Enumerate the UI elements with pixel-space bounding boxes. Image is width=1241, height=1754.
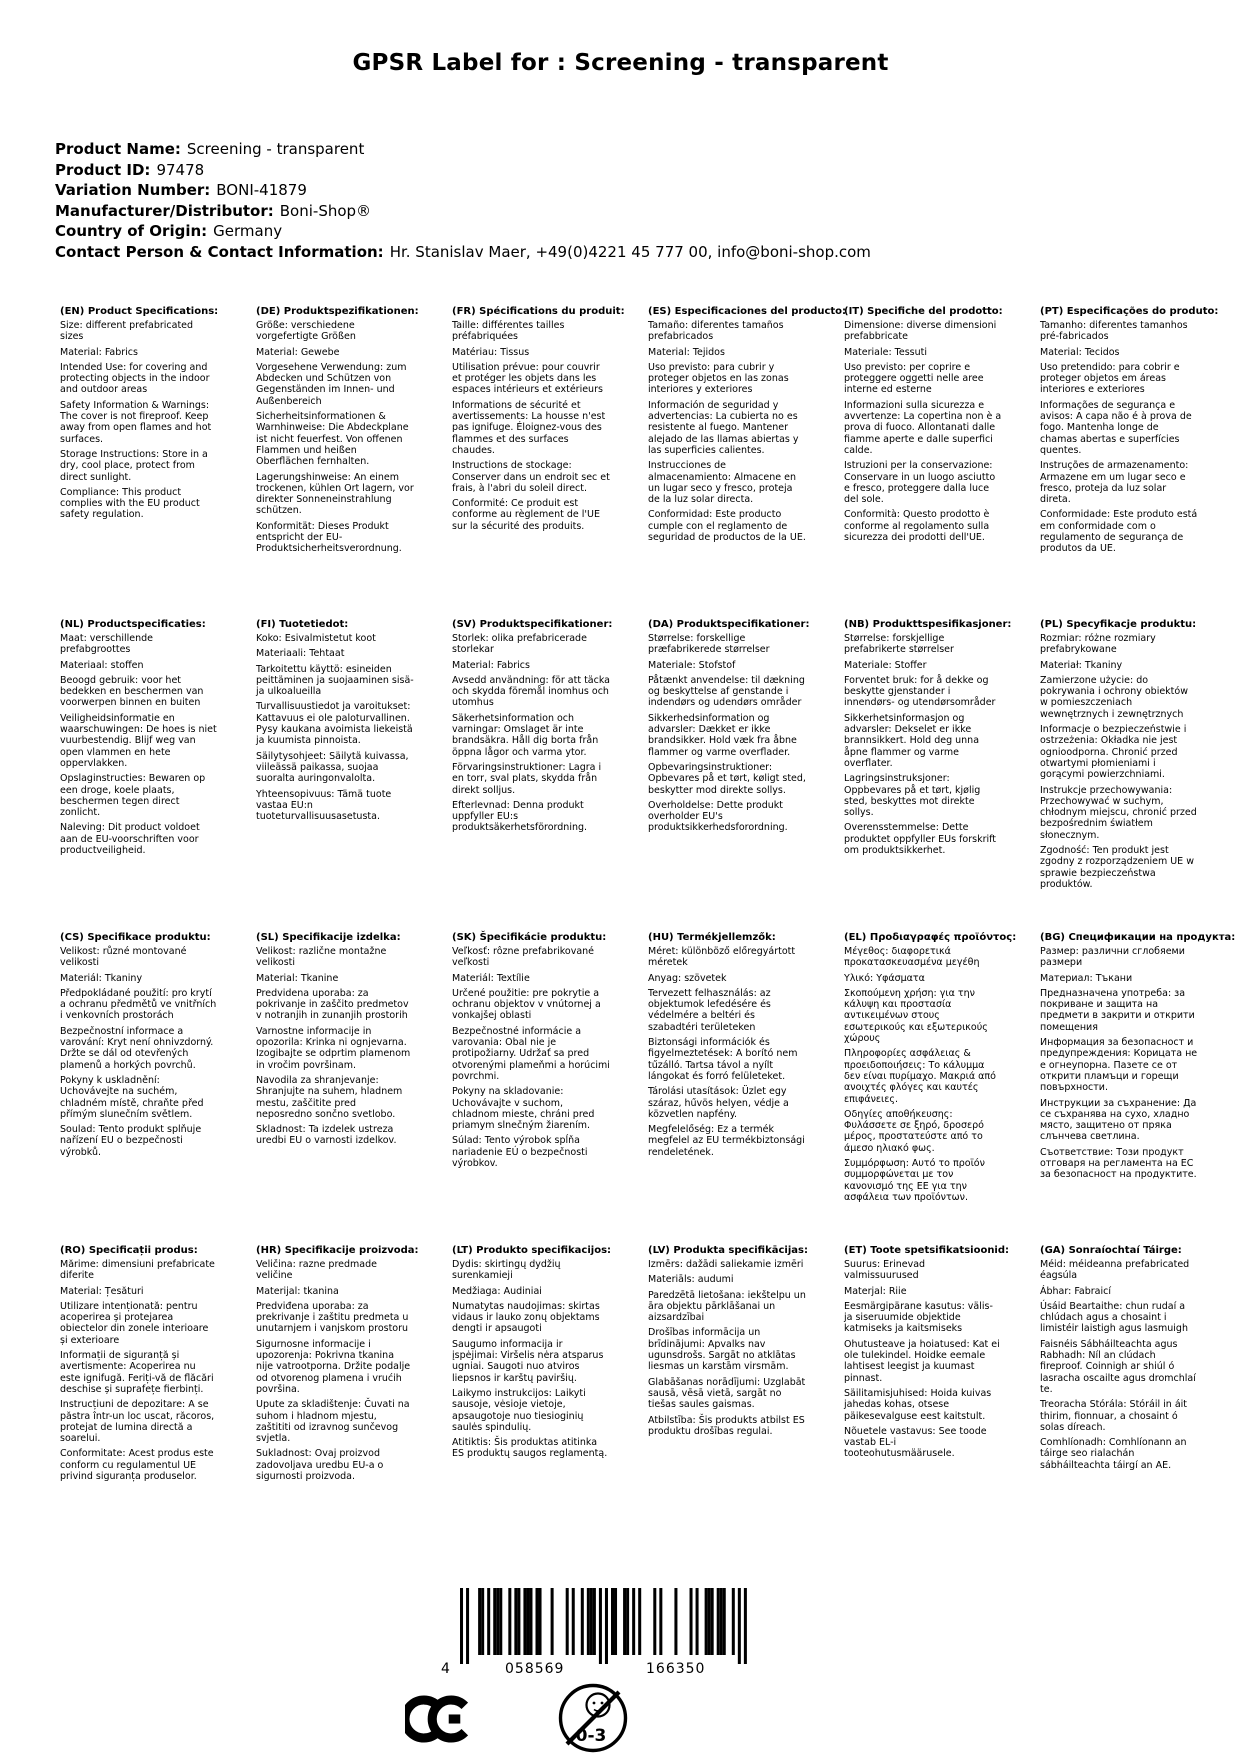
block-paragraph: Izmērs: dažādi saliekamie izmēri <box>648 1259 804 1270</box>
block-paragraph: Méret: különböző előregyártott méretek <box>648 946 796 969</box>
block-paragraph: Materiāls: audumi <box>648 1274 734 1286</box>
block-paragraph: Material: Tecidos <box>1040 346 1120 358</box>
lang-block <box>452 619 648 932</box>
block-paragraph: Paredzētā lietošana: iekštelpu un āra objektu pārklāšanai un aizsardzībai <box>648 1289 806 1324</box>
block-paragraph: Materiaali: Tehtaat <box>256 648 345 660</box>
ean13-barcode-icon <box>460 1588 748 1664</box>
block-paragraph: Maat: verschillende prefabgroottes <box>60 633 154 656</box>
lang-block <box>256 619 452 932</box>
block-paragraph: Tervezett felhasználás: az objektumok lefedésére és védelmére a beltéri és szabadtéri területeken <box>648 987 771 1033</box>
block-heading: (CS) Specifikace produktu: <box>60 932 211 943</box>
block-paragraph: Zamierzone użycie: do pokrywania i ochrony obiektów w pomieszczeniach wewnętrznych i zewnętrznych <box>1040 674 1188 720</box>
ce-mark-icon <box>405 1690 471 1752</box>
block-paragraph: Material: Fabrics <box>60 346 138 358</box>
block-paragraph: Material: Gewebe <box>256 346 340 358</box>
block-paragraph: Dimensione: diverse dimensioni prefabbricate <box>844 320 997 343</box>
product-info-value: BONI-41879 <box>216 181 307 199</box>
block-paragraph: Instruções de armazenamento: Armazene em um lugar seco e fresco, proteja da luz solar direta. <box>1040 460 1189 506</box>
block-paragraph: Informazioni sulla sicurezza e avvertenze: La copertina non è a prova di fuoco. Allontanati dalle fiamme aperte e dalle superfici calde. <box>844 399 1002 456</box>
block-paragraph: Sicherheitsinformationen & Warnhinweise: Die Abdeckplane ist nicht feuerfest. Von offenen Flammen und heißen Oberflächen fernhalten. <box>256 411 409 468</box>
block-heading: (PT) Especificações do produto: <box>1040 306 1219 317</box>
lang-block <box>60 306 256 619</box>
block-paragraph: Conformité: Ce produit est conforme au règlement de l'UE sur la sécurité des produits. <box>452 498 600 532</box>
language-blocks-grid <box>60 306 1236 1558</box>
block-paragraph: Pokyny na skladovanie: Uchovávajte v suchom, chladnom mieste, chráni pred priamym slnečným žiarením. <box>452 1086 595 1132</box>
block-heading: (FR) Spécifications du produit: <box>452 306 625 317</box>
block-paragraph: Compliance: This product complies with the EU product safety regulation. <box>60 486 200 521</box>
block-paragraph: Atitiktis: Šis produktas atitinka ES produktų saugos reglamentą. <box>452 1437 608 1460</box>
product-info-label: Product ID: <box>55 160 151 179</box>
lang-block <box>1040 1245 1236 1558</box>
block-heading: (SK) Špecifikácie produktu: <box>452 932 607 943</box>
lang-block <box>256 932 452 1245</box>
block-paragraph: Matériau: Tissus <box>452 346 530 358</box>
product-info-row <box>55 201 871 222</box>
block-paragraph: Materiale: Stofstof <box>648 659 736 671</box>
block-paragraph: Instructions de stockage: Conserver dans un endroit sec et frais, à l'abri du soleil direct. <box>452 460 610 494</box>
block-paragraph: Laikymo instrukcijos: Laikyti sausoje, vėsioje vietoje, apsaugotoje nuo tiesioginių saulės spindulių. <box>452 1387 586 1433</box>
block-paragraph: Forventet bruk: for å dekke og beskytte gjenstander i innendørs- og utendørsområder <box>844 674 996 709</box>
block-paragraph: Säilitamisjuhised: Hoida kuivas jahedas kohas, otsese päikesevalguse eest kaitstult. <box>844 1387 992 1422</box>
block-paragraph: Taille: différentes tailles préfabriquées <box>452 320 565 343</box>
block-paragraph: Sikkerhedsinformation og advarsler: Dækket er ikke brandsikker. Hold væk fra åbne flammer og varme overflader. <box>648 712 797 758</box>
block-heading: (BG) Спецификации на продукта: <box>1040 932 1236 943</box>
block-paragraph: Istruzioni per la conservazione: Conservare in un luogo asciutto e fresco, proteggere dalla luce del sole. <box>844 460 996 506</box>
block-heading: (GA) Sonraíochtaí Táirge: <box>1040 1245 1182 1256</box>
block-heading: (PL) Specyfikacje produktu: <box>1040 619 1197 630</box>
lang-block <box>648 306 847 619</box>
block-heading: (EN) Product Specifications: <box>60 306 219 317</box>
block-paragraph: Storage Instructions: Store in a dry, cool place, protect from direct sunlight. <box>60 448 208 483</box>
block-paragraph: Predviđena uporaba: za prekrivanje i zaštitu predmeta u unutarnjem i vanjskom prostoru <box>256 1300 409 1335</box>
block-heading: (ES) Especificaciones del producto: <box>648 306 847 317</box>
block-paragraph: Informations de sécurité et avertissements: La housse n'est pas ignifuge. Éloignez-vous des flammes et des surfaces chaudes. <box>452 399 606 456</box>
block-heading: (SV) Produktspecifikationer: <box>452 619 613 630</box>
block-paragraph: Uso previsto: para cubrir y proteger objetos en las zonas interiores y exteriores <box>648 361 789 396</box>
block-paragraph: Safety Information & Warnings: The cover is not fireproof. Keep away from open flames and hot surfaces. <box>60 399 212 445</box>
lang-block <box>60 619 256 932</box>
block-paragraph: Size: different prefabricated sizes <box>60 320 194 343</box>
block-paragraph: Saugumo informacija ir įspėjimai: Viršelis nėra atsparus ugniai. Saugoti nuo atviros liepsnos ir karštų paviršių. <box>452 1338 604 1384</box>
block-heading: (NL) Productspecificaties: <box>60 619 206 630</box>
block-paragraph: Οδηγίες αποθήκευσης: Φυλάσσετε σε ξηρό, δροσερό μέρος, προστατεύστε από το άμεσο ηλιακό φως. <box>844 1108 984 1154</box>
block-paragraph: Material: Tkanine <box>256 972 339 984</box>
block-paragraph: Conformitate: Acest produs este conform cu regulamentul UE privind siguranța produselor. <box>60 1448 214 1483</box>
product-info-label: Variation Number: <box>55 181 211 199</box>
block-paragraph: Súlad: Tento výrobok spĺňa nariadenie EÚ o bezpečnosti výrobkov. <box>452 1135 588 1170</box>
lang-block <box>60 932 256 1245</box>
block-paragraph: Biztonsági információk és figyelmeztetések: A borító nem tűzálló. Tartsa távol a nyílt lángokat és forró felületeket. <box>648 1037 798 1082</box>
block-paragraph: Opbevaringsinstruktioner: Opbevares på et tørt, køligt sted, beskytter mod direkte sollys. <box>648 761 806 796</box>
block-paragraph: Materijal: tkanina <box>256 1285 339 1297</box>
product-info-value: Boni-Shop® <box>279 201 372 220</box>
age-warning-0-3-icon <box>556 1682 630 1754</box>
product-info-label: Contact Person & Contact Information: <box>55 242 384 261</box>
product-info-label: Country of Origin: <box>55 222 208 240</box>
block-paragraph: Información de seguridad y advertencias: La cubierta no es resistente al fuego. Mantener alejado de las llamas abiertas y las superficies calientes. <box>648 399 799 456</box>
block-paragraph: Materiał: Tkaniny <box>1040 659 1123 671</box>
lang-block <box>648 619 844 932</box>
block-paragraph: Tarkoitettu käyttö: esineiden peittäminen ja suojaaminen sisä- ja ulkoalueilla <box>256 663 414 698</box>
block-paragraph: Suurus: Erinevad valmissuurused <box>844 1259 926 1282</box>
block-heading: (LT) Produkto specifikacijos: <box>452 1245 612 1256</box>
block-paragraph: Velikost: různé montované velikosti <box>60 946 187 969</box>
block-heading: (ET) Toote spetsifikatsioonid: <box>844 1245 1010 1256</box>
block-paragraph: Säkerhetsinformation och varningar: Omslaget är inte brandsäkra. Håll dig borta från öppna lågor och varma ytor. <box>452 712 599 758</box>
block-paragraph: Conformidad: Este producto cumple con el reglamento de seguridad de productos de la UE. <box>648 509 806 544</box>
lang-block <box>452 306 648 619</box>
block-paragraph: Koko: Esivalmistetut koot <box>256 633 376 644</box>
block-paragraph: Upute za skladištenje: Čuvati na suhom i hladnom mjestu, zaštititi od izravnog sunčevog svjetla. <box>256 1399 410 1445</box>
block-paragraph: Uso pretendido: para cobrir e proteger objetos em áreas interiores e exteriores <box>1040 361 1180 396</box>
block-heading: (RO) Specificații produs: <box>60 1245 198 1256</box>
block-paragraph: Bezpečnostní informace a varování: Kryt není ohnivzdorný. Držte se dál od otevřených plamenů a horkých povrchů. <box>60 1025 214 1071</box>
lang-block <box>256 1245 452 1558</box>
block-heading: (LV) Produkta specifikācijas: <box>648 1245 808 1256</box>
block-paragraph: Avsedd användning: för att täcka och skydda föremål inomhus och utomhus <box>452 674 611 709</box>
block-paragraph: Säilytysohjeet: Säilytä kuivassa, viileässä paikassa, suojaa suoralta auringonvalolta. <box>256 750 409 785</box>
block-paragraph: Størrelse: forskellige præfabrikerede størrelser <box>648 633 770 656</box>
block-paragraph: Förvaringsinstruktioner: Lagra i en torr, sval plats, skydda från direkt solljus. <box>452 761 602 796</box>
block-heading: (HU) Termékjellemzők: <box>648 932 776 943</box>
lang-block <box>1040 306 1236 619</box>
block-paragraph: Instrukcje przechowywania: Przechowywać w suchym, chłodnym miejscu, chronić przed bezpośrednim światłem słonecznym. <box>1040 784 1197 841</box>
block-paragraph: Rozmiar: różne rozmiary prefabrykowane <box>1040 633 1156 656</box>
block-paragraph: Utilisation prévue: pour couvrir et protéger les objets dans les espaces intérieurs et extérieurs <box>452 361 603 396</box>
block-paragraph: Sikkerhetsinformasjon og advarsler: Dekselet er ikke brannsikkert. Hold deg unna åpne flammer og varme overflater. <box>844 712 980 769</box>
block-paragraph: Material: Țesături <box>60 1285 144 1297</box>
block-paragraph: Tamaño: diferentes tamaños prefabricados <box>648 320 784 343</box>
block-paragraph: Pokyny k uskladnění: Uchovávejte na suchém, chladném místě, chraňte před přímým slunečním světlem. <box>60 1074 204 1120</box>
block-paragraph: Předpokládané použití: pro krytí a ochranu předmětů ve vnitřních i venkovních prostorách <box>60 987 217 1022</box>
block-paragraph: Predvidena uporaba: za pokrivanje in zaščito predmetov v notranjih in zunanjih prostorih <box>256 987 409 1022</box>
block-paragraph: Navodila za shranjevanje: Shranjujte na suhem, hladnem mestu, zaščitite pred neposredno sončno svetlobo. <box>256 1074 403 1120</box>
block-paragraph: Sukladnost: Ovaj proizvod zadovoljava uredbu EU-a o sigurnosti proizvoda. <box>256 1448 384 1483</box>
block-paragraph: Určené použitie: pre pokrytie a ochranu objektov v vnútornej a vonkajšej oblasti <box>452 987 601 1022</box>
product-info-row <box>55 221 871 242</box>
lang-block <box>1040 932 1236 1245</box>
block-paragraph: Ábhar: Fabraicí <box>1040 1285 1112 1297</box>
block-heading: (FI) Tuotetiedot: <box>256 619 349 630</box>
block-paragraph: Μέγεθος: διαφορετικά προκατασκευασμένα μεγέθη <box>844 946 980 969</box>
block-paragraph: Glabāšanas norādījumi: Uzglabāt sausā, vēsā vietā, sargāt no tiešas saules gaismas. <box>648 1376 806 1411</box>
block-paragraph: Conformidade: Este produto está em conformidade com o regulamento de segurança de produtos da UE. <box>1040 509 1198 555</box>
age-warning-label: 0-3 <box>575 1726 607 1746</box>
product-info-section <box>55 139 871 262</box>
block-paragraph: Lagringsinstruksjoner: Oppbevares på et tørt, kjølig sted, beskyttes mot direkte sollys. <box>844 773 981 819</box>
block-paragraph: Material: Tejidos <box>648 346 725 358</box>
block-paragraph: Størrelse: forskjellige prefabrikerte størrelser <box>844 633 954 656</box>
block-paragraph: Drošības informācija un brīdinājumi: Apvalks nav ugunsdrošs. Sargāt no atklātas liesmas un karstām virsmām. <box>648 1327 796 1373</box>
block-heading: (IT) Specifiche del prodotto: <box>844 306 1003 317</box>
block-paragraph: Materjal: Riie <box>844 1285 907 1297</box>
block-paragraph: Informații de siguranță și avertismente: Acoperirea nu este ignifugă. Feriți-vă de flăcări deschise și suprafețe fierbinți. <box>60 1350 214 1395</box>
product-info-value: Hr. Stanislav Maer, +49(0)4221 45 777 00, info@boni-shop.com <box>389 242 871 261</box>
block-paragraph: Méid: méideanna prefabricated éagsúla <box>1040 1259 1190 1282</box>
block-paragraph: Storlek: olika prefabricerade storlekar <box>452 633 587 656</box>
lang-block <box>844 619 1040 932</box>
lang-block <box>648 932 844 1245</box>
lang-block <box>844 932 1040 1245</box>
block-paragraph: Anyag: szövetek <box>648 972 727 984</box>
lang-block <box>1040 619 1236 932</box>
block-paragraph: Yhteensopivuus: Tämä tuote vastaa EU:n tuoteturvallisuusasetusta. <box>256 788 392 823</box>
block-paragraph: Eesmärgipärane kasutus: välis- ja siseruumide objektide katmiseks ja kaitsmiseks <box>844 1300 993 1335</box>
lang-block <box>452 1245 648 1558</box>
block-paragraph: Medžiaga: Audiniai <box>452 1285 542 1297</box>
block-paragraph: Συμμόρφωση: Αυτό το προϊόν συμμορφώνεται με τον κανονισμό της ΕΕ για την ασφάλεια των προϊόντων. <box>844 1158 985 1203</box>
product-info-value: Screening - transparent <box>186 140 365 158</box>
product-info-row <box>55 139 871 160</box>
block-paragraph: Nõuetele vastavus: See toode vastab EL-i tooteohutusmäärusele. <box>844 1425 987 1460</box>
product-info-row <box>55 180 871 201</box>
lang-block <box>844 306 1040 619</box>
block-paragraph: Bezpečnostné informácie a varovania: Obal nie je protipožiarny. Udržať sa pred otvorenými plameňmi a horúcimi povrchmi. <box>452 1025 610 1082</box>
block-heading: (EL) Προδιαγραφές προϊόντος: <box>844 932 1017 943</box>
block-paragraph: Veiligheidsinformatie en waarschuwingen: De hoes is niet vuurbestendig. Blijf weg van open vlammen en hete oppervlakken. <box>60 712 217 769</box>
lang-block <box>844 1245 1040 1558</box>
product-info-value: 97478 <box>156 160 205 179</box>
block-paragraph: Veľkosť: rôzne prefabrikované veľkosti <box>452 946 595 969</box>
block-paragraph: Atbilstība: Šis produkts atbilst ES produktu drošības regulai. <box>648 1414 805 1437</box>
block-paragraph: Инструкции за съхранение: Да се съхранява на сухо, хладно място, защитено от пряка слънчева светлина. <box>1040 1097 1197 1143</box>
block-paragraph: Veličina: razne predmade veličine <box>256 1259 377 1282</box>
block-paragraph: Vorgesehene Verwendung: zum Abdecken und Schützen von Gegenständen im Innen- und Außenbereich <box>256 361 407 407</box>
lang-block <box>256 306 452 619</box>
block-paragraph: Uso previsto: per coprire e proteggere oggetti nelle aree interne ed esterne <box>844 361 984 396</box>
block-paragraph: Πληροφορίες ασφάλειας & προειδοποιήσεις: Το κάλυμμα δεν είναι πυρίμαχο. Μακριά από ανοιχτές φλόγες και καυτές επιφάνειες. <box>844 1048 996 1105</box>
block-paragraph: Påtænkt anvendelse: til dækning og beskyttelse af genstande i indendørs og udendørs områder <box>648 674 805 709</box>
block-heading: (HR) Specifikacije proizvoda: <box>256 1245 419 1256</box>
block-paragraph: Overholdelse: Dette produkt overholder EU's produktsikkerhedsforordning. <box>648 799 788 834</box>
block-paragraph: Υλικό: Υφάσματα <box>844 972 925 984</box>
block-paragraph: Úsáid Beartaithe: chun rudaí a chlúdach agus a chosaint i limistéir laistigh agus lasmuigh <box>1040 1300 1188 1335</box>
block-paragraph: Konformität: Dieses Produkt entspricht der EU-Produktsicherheitsverordnung. <box>256 520 402 555</box>
product-info-label: Manufacturer/Distributor: <box>55 201 274 220</box>
barcode-left-digits: 058569 <box>505 1661 565 1677</box>
block-paragraph: Overensstemmelse: Dette produktet oppfyller EUs forskrift om produktsikkerhet. <box>844 822 997 857</box>
block-heading: (DA) Produktspecifikationer: <box>648 619 810 630</box>
product-info-value: Germany <box>213 222 283 240</box>
lang-block <box>648 1245 844 1558</box>
block-paragraph: Soulad: Tento produkt splňuje nařízení EU o bezpečnosti výrobků. <box>60 1124 202 1158</box>
block-heading: (DE) Produktspezifikationen: <box>256 306 419 317</box>
block-paragraph: Предназначена употреба: за покриване и защита на предмети в закрити и открити помещения <box>1040 987 1195 1033</box>
block-paragraph: Größe: verschiedene vorgefertigte Größen <box>256 320 356 343</box>
block-paragraph: Σκοπούμενη χρήση: για την κάλυψη και προστασία αντικειμένων στους εσωτερικούς και εξωτερικούς χώρους <box>844 987 988 1045</box>
page-title: GPSR Label for : Screening - transparent <box>352 50 889 76</box>
block-paragraph: Opslaginstructies: Bewaren op een droge, koele plaats, beschermen tegen direct zonlicht. <box>60 773 206 819</box>
block-paragraph: Informacje o bezpieczeństwie i ostrzeżenia: Okładka nie jest ognioodporna. Chronić przed otwartymi płomieniami i gorącymi powierzchniami. <box>1040 724 1187 781</box>
block-paragraph: Zgodność: Ten produkt jest zgodny z rozporządzeniem UE w sprawie bezpieczeństwa produktów. <box>1040 845 1194 890</box>
block-paragraph: Съответствие: Този продукт отговаря на регламента на ЕС за безопасност на продуктите. <box>1040 1146 1197 1181</box>
block-paragraph: Treoracha Stórála: Stóráil in áit thirim, fionnuar, a chosaint ó solas díreach. <box>1040 1399 1188 1433</box>
block-heading: (SL) Specifikacije izdelka: <box>256 932 401 943</box>
block-paragraph: Material: Fabrics <box>452 659 530 671</box>
block-paragraph: Dydis: skirtingų dydžių surenkamieji <box>452 1259 561 1282</box>
block-paragraph: Tárolási utasítások: Üzlet egy száraz, hűvös helyen, védje a közvetlen napfény. <box>648 1086 789 1120</box>
block-paragraph: Faisnéis Sábháilteachta agus Rabhadh: Níl an clúdach fireproof. Coinnigh ar shiúl ó lasracha oscailte agus dromchlaí te. <box>1040 1338 1196 1395</box>
lang-block <box>60 1245 256 1558</box>
block-paragraph: Conformità: Questo prodotto è conforme al regolamento sulla sicurezza dei prodotti dell'UE. <box>844 509 990 544</box>
block-paragraph: Varnostne informacije in opozorila: Krinka ni ognjevarna. Izogibajte se odprtim plamenom in vročim površinam. <box>256 1025 411 1071</box>
block-paragraph: Размер: различни сглобяеми размери <box>1040 946 1185 969</box>
block-paragraph: Informações de segurança e avisos: A capa não é à prova de fogo. Mantenha longe de chamas abertas e superfícies quentes. <box>1040 399 1192 456</box>
barcode-lead-digit: 4 <box>441 1661 451 1677</box>
block-paragraph: Comhlíonadh: Comhlíonann an táirge seo rialachán sábháilteachta táirgí an AE. <box>1040 1437 1187 1471</box>
block-paragraph: Materiaal: stoffen <box>60 659 144 671</box>
block-paragraph: Intended Use: for covering and protecting objects in the indoor and outdoor areas <box>60 361 210 396</box>
block-paragraph: Turvallisuustiedot ja varoitukset: Kattavuus ei ole paloturvallinen. Pysy kaukana avoimista liekeistä ja kuumista pinnoista. <box>256 701 413 747</box>
block-paragraph: Utilizare intenționată: pentru acoperirea și protejarea obiectelor din zonele interioare și exterioare <box>60 1300 209 1346</box>
lang-block <box>452 932 648 1245</box>
block-paragraph: Mărime: dimensiuni prefabricate diferite <box>60 1259 215 1282</box>
block-paragraph: Instrucciones de almacenamiento: Almacene en un lugar seco y fresco, proteja de la luz solar directa. <box>648 460 796 506</box>
block-paragraph: Materiale: Stoffer <box>844 659 927 671</box>
block-paragraph: Materiál: Tkaniny <box>60 972 143 984</box>
block-paragraph: Instrucțiuni de depozitare: A se păstra într-un loc uscat, răcoros, protejat de lumina directă a soarelui. <box>60 1399 215 1445</box>
product-info-row <box>55 242 871 263</box>
block-paragraph: Materiale: Tessuti <box>844 346 927 358</box>
block-paragraph: Beoogd gebruik: voor het bedekken en beschermen van voorwerpen binnen en buiten <box>60 674 204 709</box>
block-paragraph: Информация за безопасност и предупреждения: Корицата не е огнеупорна. Пазете се от открити пламъци и горещи повърхности. <box>1040 1037 1198 1094</box>
block-paragraph: Tamanho: diferentes tamanhos pré-fabricados <box>1040 320 1188 343</box>
block-paragraph: Lagerungshinweise: An einem trockenen, kühlen Ort lagern, vor direkter Sonneneinstrahlung schützen. <box>256 471 414 517</box>
block-heading: (NB) Produkttspesifikasjoner: <box>844 619 1012 630</box>
block-paragraph: Megfelelőség: Ez a termék megfelel az EU termékbiztonsági rendeletének. <box>648 1124 805 1158</box>
product-info-row <box>55 160 871 181</box>
block-paragraph: Numatytas naudojimas: skirtas vidaus ir lauko zonų objektams dengti ir apsaugoti <box>452 1300 600 1335</box>
block-paragraph: Naleving: Dit product voldoet aan de EU-voorschriften voor productveiligheid. <box>60 822 200 857</box>
block-paragraph: Ohutusteave ja hoiatused: Kat ei ole tulekindel. Hoidke eemale lahtisest leegist ja kuumast pinnast. <box>844 1338 1000 1384</box>
block-paragraph: Skladnost: Ta izdelek ustreza uredbi EU o varnosti izdelkov. <box>256 1124 397 1147</box>
barcode-right-digits: 166350 <box>646 1661 706 1677</box>
block-paragraph: Sigurnosne informacije i upozorenja: Pokrivna tkanina nije vatrootporna. Držite podalje od otvorenog plamena i vrućih površina. <box>256 1338 411 1395</box>
product-info-label: Product Name: <box>55 140 181 158</box>
block-paragraph: Velikost: različne montažne velikosti <box>256 946 387 969</box>
block-paragraph: Efterlevnad: Denna produkt uppfyller EU:s produktsäkerhetsförordning. <box>452 799 588 834</box>
block-paragraph: Materiál: Textílie <box>452 972 530 984</box>
block-paragraph: Материал: Тъкани <box>1040 972 1133 984</box>
